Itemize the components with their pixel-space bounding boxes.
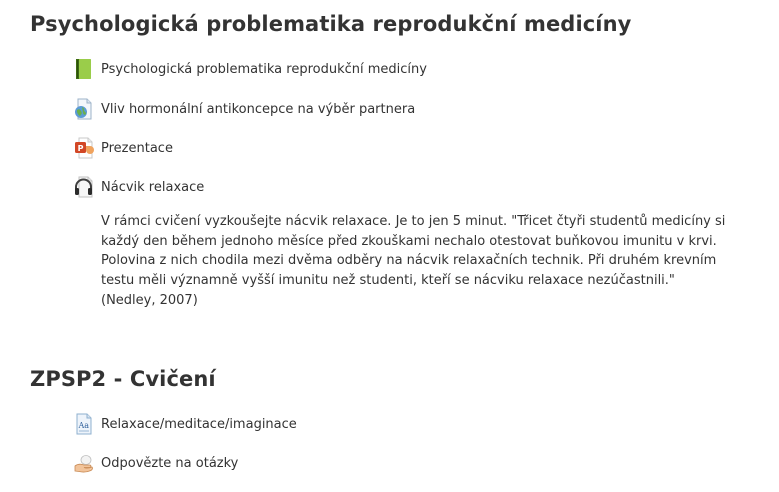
activity-label[interactable]: Odpovězte na otázky bbox=[101, 455, 239, 471]
activity-label[interactable]: Prezentace bbox=[101, 140, 173, 156]
activity-audio[interactable] bbox=[74, 175, 204, 199]
section-title: Psychologická problematika reprodukční medicíny bbox=[30, 12, 632, 36]
svg-text:Aa: Aa bbox=[78, 421, 90, 430]
hand-feedback-icon bbox=[74, 452, 94, 474]
activity-label[interactable]: Psychologická problematika reprodukční medicíny bbox=[101, 61, 427, 77]
activity-glossary[interactable] bbox=[74, 412, 297, 436]
activity-feedback[interactable] bbox=[74, 451, 238, 475]
activity-label[interactable]: Relaxace/meditace/imaginace bbox=[101, 416, 297, 432]
activity-presentation[interactable] bbox=[74, 136, 173, 160]
audio-headphones-icon bbox=[74, 176, 94, 198]
activity-description: V rámci cvičení vyzkoušejte nácvik relaxace. Je to jen 5 minut. "Třicet čtyři studentů medicíny si každý den během jednoho měsíce před zkouškami nechalo otestovat buňkovou imunitu v krvi. Polovina z nich chodila mezi dvěma odběry na nácvik relaxačních technik. Při druhém krevním testu měli významně vyšší imunitu než studenti, kteří se nácviku relaxace nezúčastnili."(Nedley, 2007) bbox=[101, 214, 726, 308]
powerpoint-file-icon bbox=[74, 137, 94, 159]
glossary-icon bbox=[74, 413, 94, 435]
activity-url[interactable] bbox=[74, 97, 415, 121]
activity-label[interactable]: Nácvik relaxace bbox=[101, 179, 205, 195]
activity-book[interactable] bbox=[74, 57, 427, 81]
book-icon bbox=[74, 58, 94, 80]
url-globe-icon bbox=[74, 98, 94, 120]
section-title: ZPSP2 - Cvičení bbox=[30, 367, 216, 391]
activity-label[interactable]: Vliv hormonální antikoncepce na výběr partnera bbox=[101, 101, 416, 117]
svg-text:P: P bbox=[77, 144, 84, 153]
